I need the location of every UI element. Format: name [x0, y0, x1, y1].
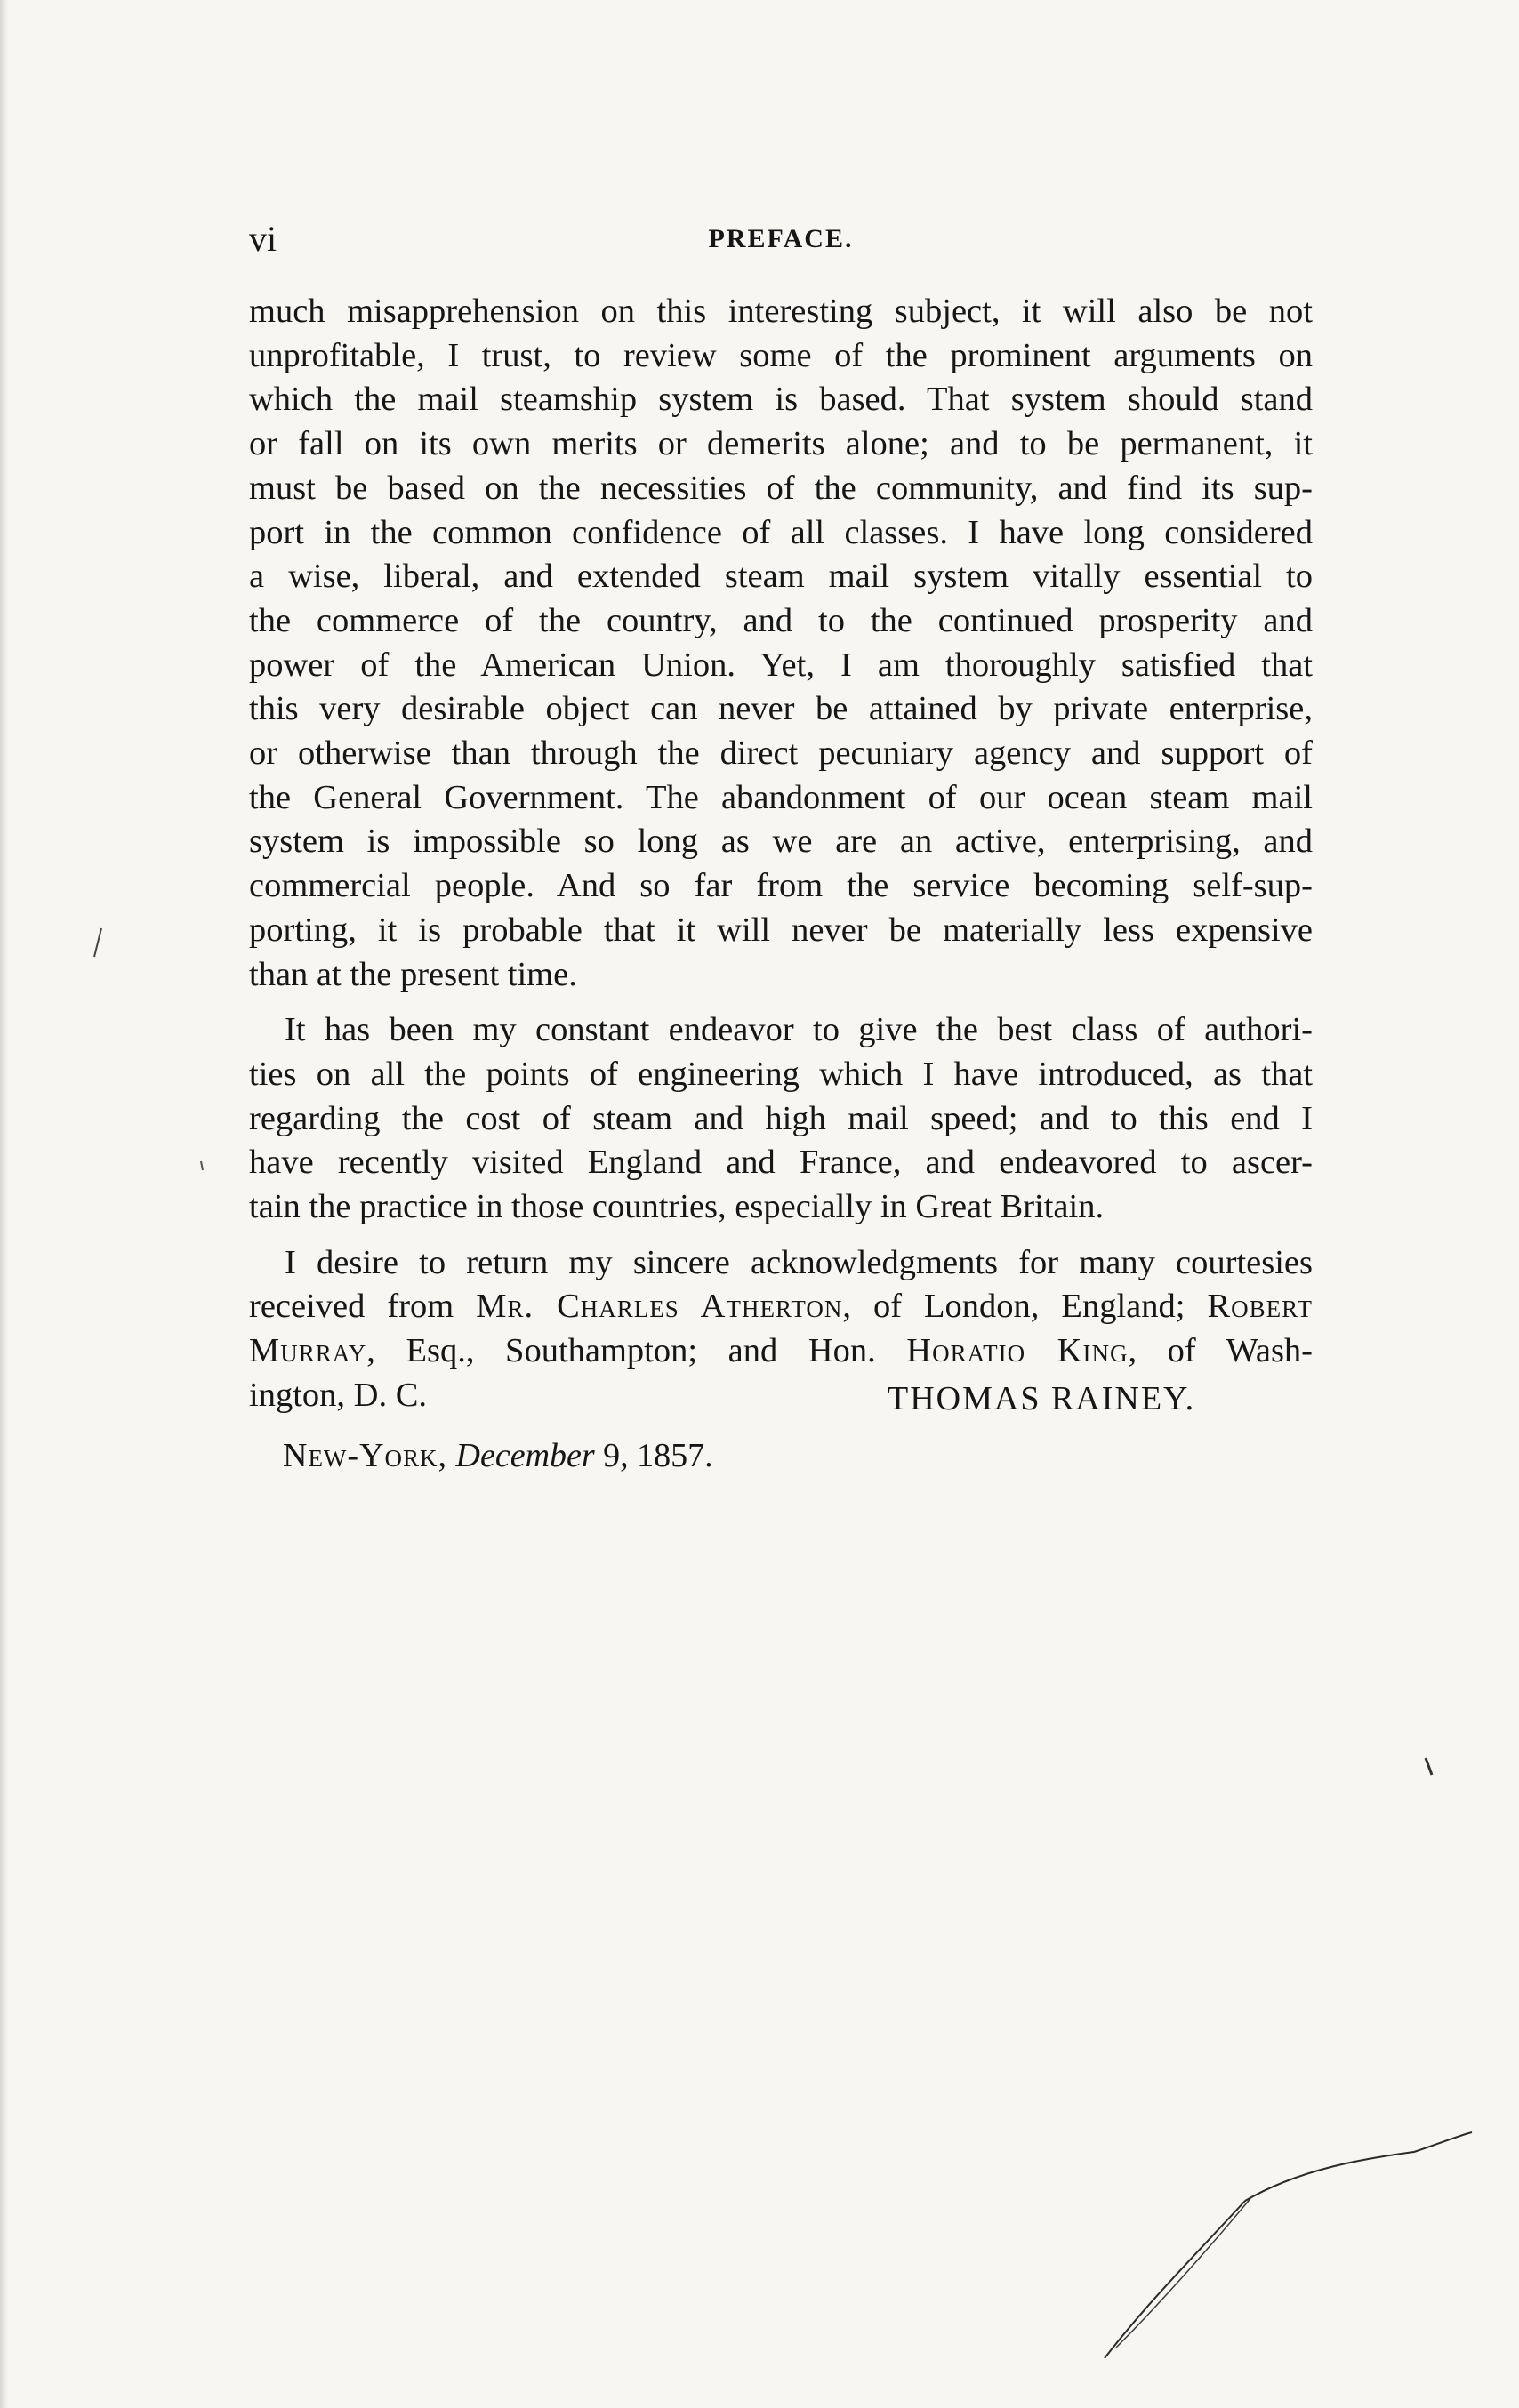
text-line: the commerce of the country, and to the continued prosperity and — [249, 601, 1313, 639]
text-line: It has been my constant endeavor to give the best class of authori- — [285, 1011, 1313, 1049]
dateline-date: 9, 1857. — [594, 1437, 713, 1474]
person-name: Horatio King — [906, 1332, 1129, 1370]
text-line: port in the common confidence of all classes. I have long considered — [249, 513, 1313, 551]
text-line — [249, 1329, 1313, 1374]
text-line: must be based on the necessities of the community, and find its sup- — [249, 469, 1313, 507]
text-line: regarding the cost of steam and high mail speed; and to this end I — [249, 1099, 1313, 1137]
margin-stray-mark — [89, 925, 107, 960]
text-line: commercial people. And so far from the service becoming self-sup- — [249, 867, 1313, 905]
text-line: or otherwise than through the direct pecuniary agency and support of — [249, 734, 1313, 773]
text-line: much misapprehension on this interesting subject, it will also be not — [249, 293, 1313, 330]
text-fragment: received from — [249, 1288, 477, 1326]
margin-stray-mark — [197, 1160, 206, 1172]
text-line: power of the American Union. Yet, I am thoroughly satisfied that — [249, 646, 1313, 684]
text-fragment: , of London, England; — [842, 1288, 1208, 1326]
person-name: Mr. Charles Atherton — [476, 1288, 843, 1326]
body-text — [249, 290, 1313, 1418]
text-line: the General Government. The abandonment of our ocean steam mail — [249, 778, 1313, 816]
text-line: porting, it is probable that it will never be materially less expensive — [249, 911, 1313, 949]
text-line: have recently visited England and France, and endeavored to ascer- — [249, 1144, 1313, 1182]
signature: THOMAS RAINEY. — [888, 1380, 1196, 1417]
pencil-stroke-mark — [1094, 2125, 1476, 2365]
paragraph-2 — [249, 1008, 1313, 1230]
text-line: a wise, liberal, and extended steam mail system vitally essential to — [249, 558, 1313, 596]
dateline-place: New-York, — [283, 1437, 448, 1474]
text-line: tain the practice in those countries, especially in Great Britain. — [249, 1188, 1105, 1226]
person-name: Robert — [1207, 1288, 1313, 1326]
page-header — [249, 217, 1313, 261]
margin-stray-mark — [1423, 1755, 1435, 1778]
text-line: unprofitable, I trust, to review some of the prominent arguments on — [249, 336, 1313, 374]
text-line: system is impossible so long as we are an active, enterprising, and — [249, 823, 1313, 861]
page-number: vi — [249, 219, 277, 259]
dateline — [283, 1433, 713, 1478]
running-head: PREFACE. — [708, 224, 854, 253]
text-line: than at the present time. — [249, 955, 577, 993]
page-edge-shadow — [0, 0, 9, 2408]
text-line: or fall on its own merits or demerits alone; and to be permanent, it — [249, 425, 1313, 463]
text-line: ington, D. C. — [249, 1376, 428, 1414]
paragraph-1 — [249, 290, 1313, 997]
text-line: this very desirable object can never be attained by private enterprise, — [249, 690, 1313, 728]
person-name: Murray — [249, 1332, 367, 1370]
text-fragment: , of Wash- — [1128, 1332, 1313, 1370]
text-line: which the mail steamship system is based. That system should stand — [249, 381, 1313, 419]
text-line — [249, 1285, 1313, 1329]
text-line: ties on all the points of engineering which I have introduced, as that — [249, 1055, 1313, 1093]
dateline-month: December — [455, 1437, 595, 1474]
text-line: I desire to return my sincere acknowledgments for many courtesies — [285, 1243, 1313, 1281]
text-fragment: , Esq., Southampton; and Hon. — [366, 1332, 907, 1370]
